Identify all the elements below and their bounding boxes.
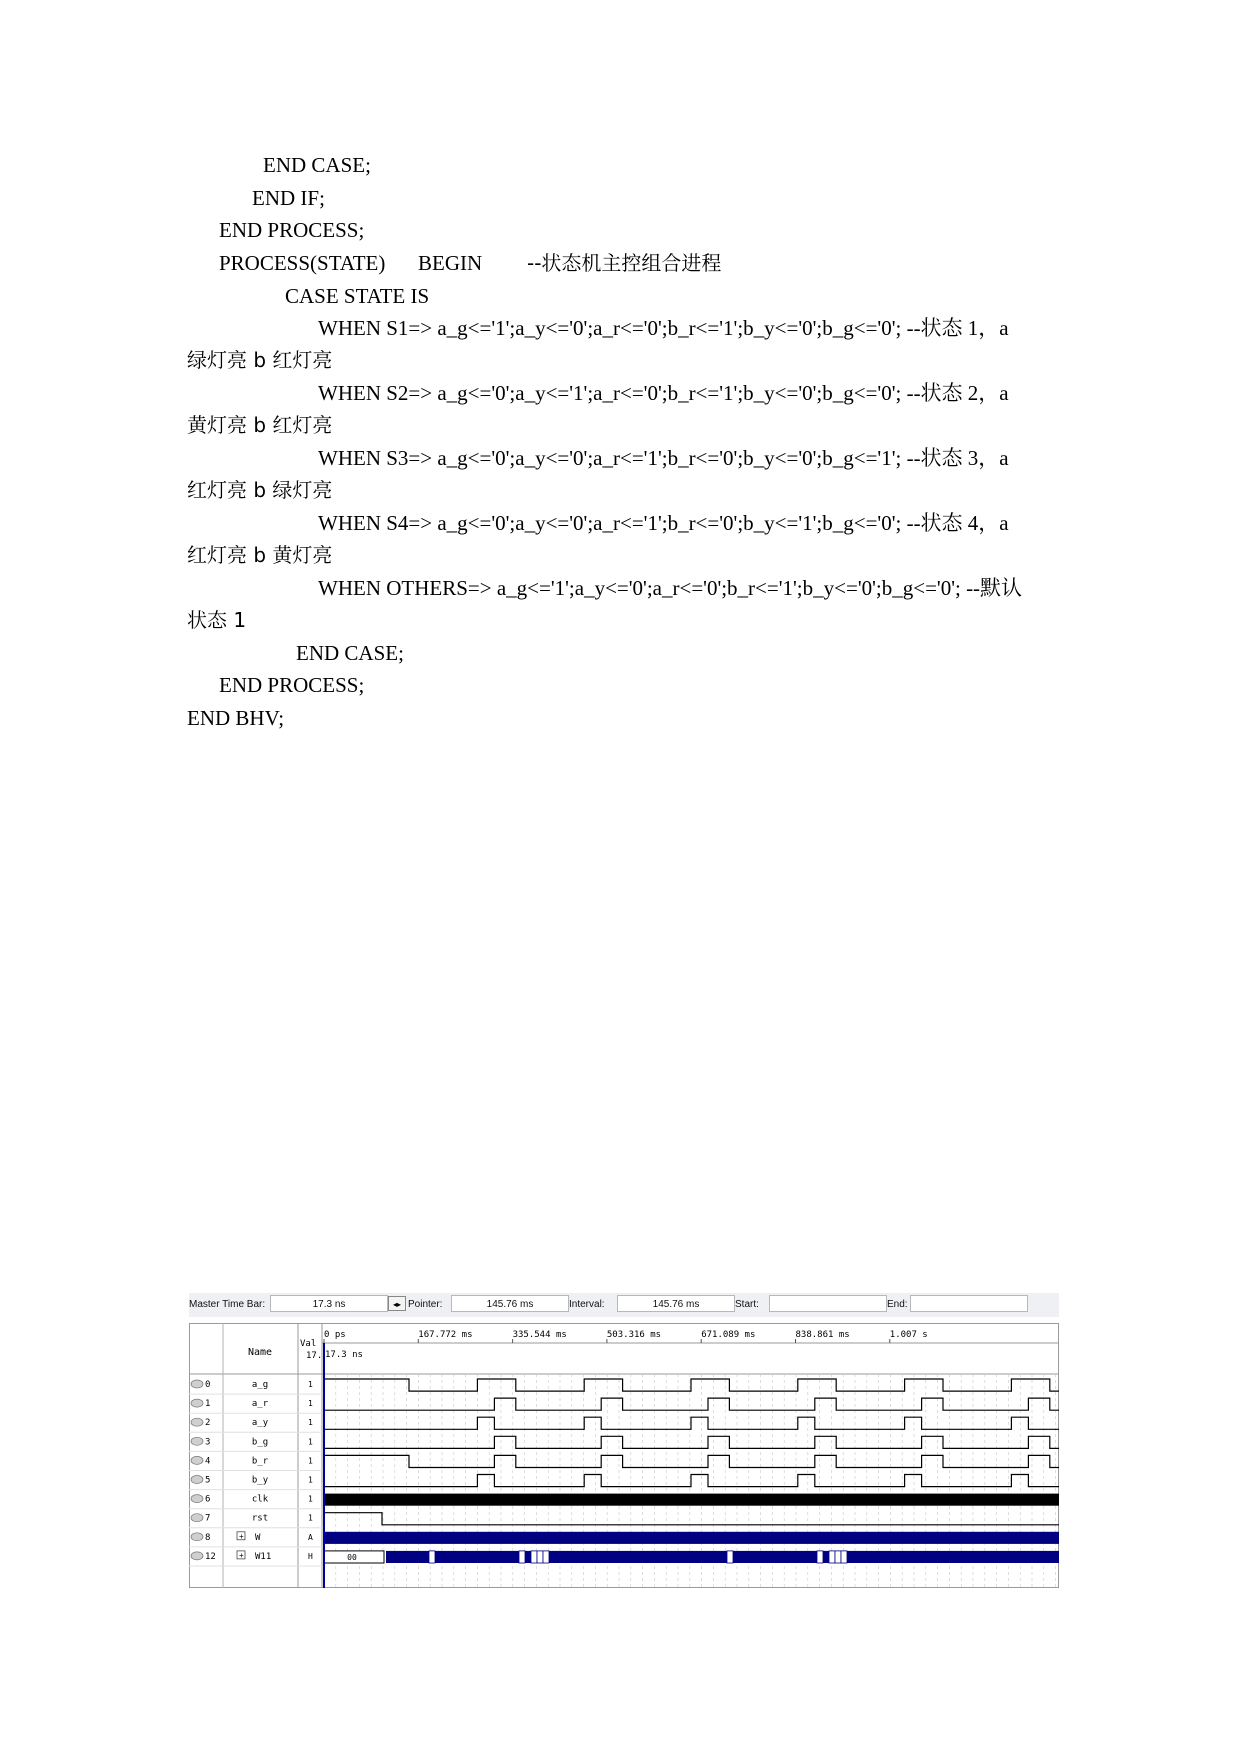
time-tick-label: 838.861 ms — [795, 1330, 850, 1340]
signal-index: 4 — [205, 1456, 211, 1467]
bus-transition-mark — [543, 1551, 549, 1563]
signal-pin-icon — [191, 1456, 203, 1464]
signal-index: 0 — [205, 1380, 211, 1390]
signal-value: 1 — [308, 1456, 313, 1466]
signal-index: 1 — [205, 1399, 211, 1410]
code-line-when-s1-cont: 绿灯亮 b 红灯亮 — [187, 348, 333, 372]
signal-pin-icon — [191, 1476, 203, 1484]
name-column-header: Name — [247, 1347, 273, 1358]
waveform-grid — [189, 1323, 1059, 1588]
signal-name: b_g — [251, 1437, 269, 1448]
bus-transition-mark — [727, 1551, 733, 1563]
code-line-when-s2-cont: 黄灯亮 b 红灯亮 — [187, 413, 333, 437]
waveform-screenshot — [189, 1293, 1059, 1588]
signal-value: 1 — [308, 1437, 313, 1447]
waveform-toolbar — [189, 1293, 1059, 1317]
signal-value: 1 — [308, 1418, 313, 1428]
signal-index: 12 — [205, 1551, 216, 1562]
signal-name: b_r — [251, 1456, 269, 1467]
start-field[interactable] — [769, 1295, 887, 1312]
code-line-when-s4: WHEN S4=> a_g<='0';a_y<='0';a_r<='1';b_r<='0';b_y<='1';b_g<='0'; --状态 4，a — [318, 511, 1009, 535]
end-label: End: — [887, 1299, 908, 1310]
signal-name: b_y — [251, 1475, 269, 1486]
signal-pin-icon — [191, 1437, 203, 1445]
signal-value: 1 — [308, 1380, 313, 1389]
signal-value: H — [308, 1551, 313, 1561]
master-time-bar-field[interactable]: 17.3 ns — [270, 1295, 388, 1312]
end-field[interactable] — [910, 1295, 1028, 1312]
bus-transition-mark — [835, 1551, 841, 1563]
code-line-when-s1: WHEN S1=> a_g<='1';a_y<='0';a_r<='0';b_r<='1';b_y<='0';b_g<='0'; --状态 1，a — [318, 316, 1009, 340]
code-line-when-s3-cont: 红灯亮 b 绿灯亮 — [187, 478, 333, 502]
signal-value: 1 — [308, 1494, 313, 1504]
signal-pin-icon — [191, 1552, 203, 1560]
code-line-when-others: WHEN OTHERS=> a_g<='1';a_y<='0';a_r<='0';b_r<='1';b_y<='0';b_g<='0'; --默认 — [318, 576, 1023, 600]
value-column-header: Val — [300, 1339, 317, 1349]
start-label: Start: — [735, 1299, 759, 1310]
signal-index: 8 — [205, 1532, 211, 1543]
code-line-when-s2: WHEN S2=> a_g<='0';a_y<='1';a_r<='0';b_r<='1';b_y<='0';b_g<='0'; --状态 2，a — [318, 381, 1009, 405]
code-line-end-bhv: END BHV; — [187, 706, 285, 730]
code-line-process-state: PROCESS(STATE) — [219, 251, 386, 275]
code-line-when-others-cont: 状态 1 — [187, 608, 247, 632]
signal-index: 6 — [205, 1494, 211, 1505]
signal-name: rst — [251, 1513, 269, 1524]
signal-pin-icon — [191, 1418, 203, 1426]
signal-pin-icon — [191, 1514, 203, 1522]
waveform-trace-clk — [324, 1494, 1059, 1506]
bus-transition-mark — [429, 1551, 435, 1563]
cursor-time-label: 17.3 ns — [325, 1350, 363, 1360]
code-line-end-process-2: END PROCESS; — [219, 673, 365, 697]
signal-pin-icon — [191, 1399, 203, 1407]
signal-name: clk — [251, 1494, 269, 1505]
time-tick-label: 335.544 ms — [512, 1330, 567, 1340]
time-tick-label: 503.316 ms — [606, 1330, 662, 1340]
pointer-label: Pointer: — [408, 1299, 443, 1310]
interval-label: Interval: — [569, 1299, 605, 1310]
pointer-field[interactable]: 145.76 ms — [451, 1295, 569, 1312]
bus-transition-mark — [537, 1551, 543, 1563]
signal-index: 3 — [205, 1437, 211, 1448]
signal-index: 7 — [205, 1513, 211, 1524]
code-line-case-state: CASE STATE IS — [285, 284, 430, 308]
signal-value: A — [308, 1532, 313, 1542]
time-tick-label: 1.007 s — [889, 1330, 928, 1340]
signal-value: 1 — [308, 1399, 313, 1409]
signal-name: a_r — [251, 1399, 269, 1410]
signal-index: 5 — [205, 1475, 211, 1486]
signal-pin-icon — [191, 1495, 203, 1503]
signal-name: W11 — [255, 1551, 272, 1562]
waveform-trace-W11 — [386, 1551, 1059, 1563]
code-line-end-case-2: END CASE; — [296, 641, 404, 665]
bus-transition-mark — [841, 1551, 847, 1563]
waveform-trace-W — [324, 1532, 1059, 1544]
bus-transition-mark — [519, 1551, 525, 1563]
bus-transition-mark — [531, 1551, 537, 1563]
code-line-end-case: END CASE; — [263, 153, 371, 177]
time-tick-label: 167.772 ms — [418, 1330, 473, 1340]
signal-name: a_g — [251, 1380, 269, 1390]
code-line-end-if: END IF; — [252, 186, 325, 210]
signal-name: a_y — [251, 1418, 269, 1429]
signal-name: W — [255, 1532, 261, 1543]
master-time-bar-label: Master Time Bar: — [189, 1299, 266, 1310]
time-tick-label: 671.089 ms — [701, 1330, 756, 1340]
signal-pin-icon — [191, 1533, 203, 1541]
signal-value: 1 — [308, 1475, 313, 1485]
bus-value-label: 00 — [347, 1553, 357, 1562]
signal-value: 1 — [308, 1513, 313, 1523]
signal-index: 2 — [205, 1418, 211, 1429]
code-line-when-s4-cont: 红灯亮 b 黄灯亮 — [187, 543, 333, 567]
time-bar-arrows-icon[interactable]: ◂▸ — [388, 1296, 406, 1311]
bus-transition-mark — [817, 1551, 823, 1563]
bus-transition-mark — [829, 1551, 835, 1563]
code-line-begin: BEGIN — [418, 251, 483, 275]
code-comment-main-process: --状态机主控组合进程 — [527, 251, 722, 275]
time-tick-label: 0 ps — [324, 1330, 346, 1340]
interval-field[interactable]: 145.76 ms — [617, 1295, 735, 1312]
code-line-when-s3: WHEN S3=> a_g<='0';a_y<='0';a_r<='1';b_r<='0';b_y<='0';b_g<='1'; --状态 3，a — [318, 446, 1009, 470]
code-line-end-process: END PROCESS; — [219, 218, 365, 242]
signal-pin-icon — [191, 1380, 203, 1388]
svg-text:+: + — [239, 1550, 244, 1560]
value-column-subheader: 17. — [306, 1351, 323, 1361]
svg-text:+: + — [239, 1531, 244, 1541]
